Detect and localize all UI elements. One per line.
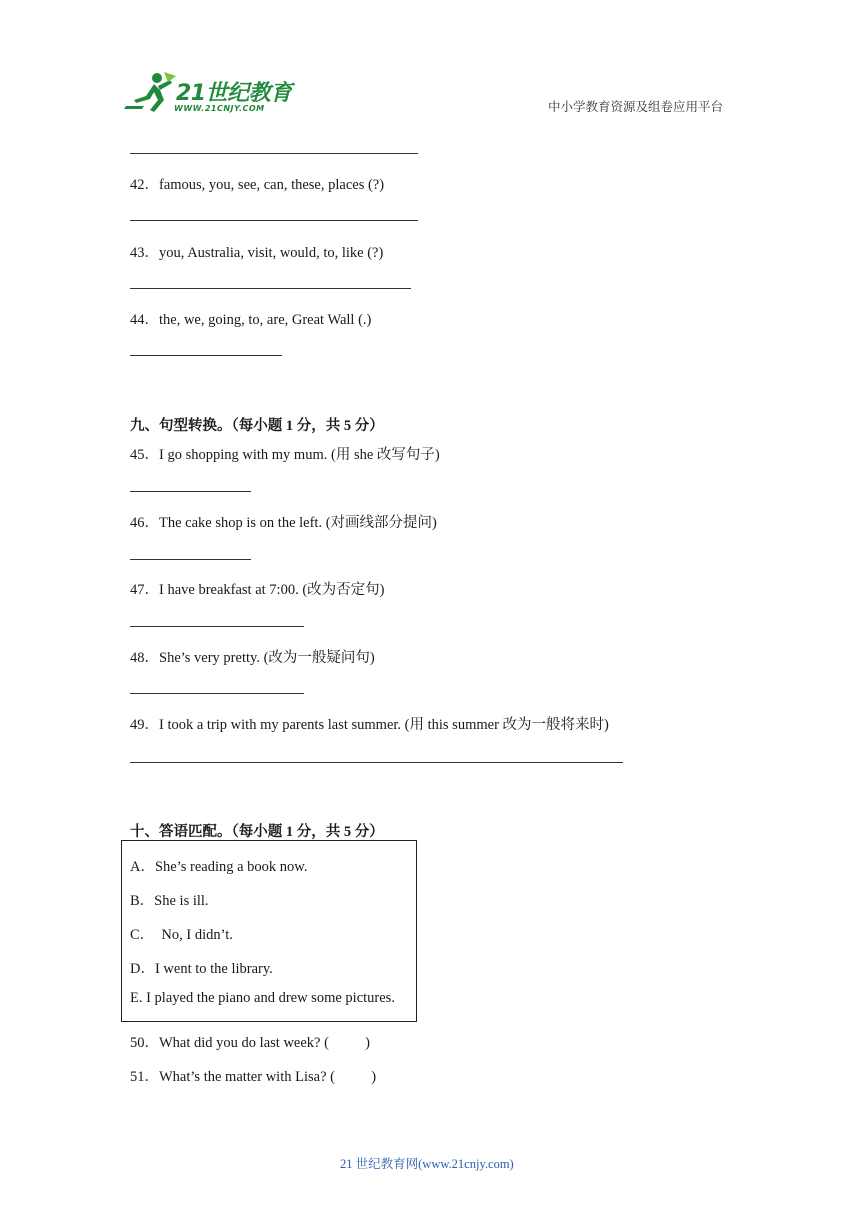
question-49: 49．I took a trip with my parents last summer. (用 this summer 改为一般将来时) xyxy=(130,717,609,733)
question-50: 50．What did you do last week? ( ) xyxy=(130,1035,371,1051)
header-platform-text: 中小学教育资源及组卷应用平台 xyxy=(548,99,724,114)
runner-logo-icon xyxy=(124,70,178,114)
question-43: 43．you, Australia, visit, would, to, like (?) xyxy=(130,245,384,261)
answer-line-45 xyxy=(130,491,251,492)
footer-text: 21 世纪教育网(www.21cnjy.com) xyxy=(340,1157,514,1171)
question-46: 46．The cake shop is on the left. (对画线部分提问) xyxy=(130,515,437,531)
question-48: 48．She’s very pretty. (改为一般疑问句) xyxy=(130,650,375,666)
question-44: 44．the, we, going, to, are, Great Wall (.) xyxy=(130,312,372,328)
question-42: 42．famous, you, see, can, these, places (?) xyxy=(130,177,385,193)
option-a: A．She’s reading a book now. xyxy=(130,859,308,875)
answer-line-44 xyxy=(130,355,282,356)
section-9-title: 九、句型转换。（每小题 1 分，共 5 分） xyxy=(130,418,384,434)
logo xyxy=(124,70,294,115)
question-47: 47．I have breakfast at 7:00. (改为否定句) xyxy=(130,582,385,598)
logo-url: WWW.21CNJY.COM xyxy=(174,104,265,113)
question-45: 45．I go shopping with my mum. (用 she 改写句子) xyxy=(130,447,440,463)
answer-line-43 xyxy=(130,288,411,289)
answer-line-48 xyxy=(130,693,304,694)
header xyxy=(0,0,860,130)
answer-line-47 xyxy=(130,626,304,627)
answer-line-49 xyxy=(130,762,623,763)
section-10-title: 十、答语匹配。（每小题 1 分，共 5 分） xyxy=(130,824,384,840)
logo-text: 21世纪教育 xyxy=(176,81,292,106)
answer-line-42 xyxy=(130,220,418,221)
option-b: B．She is ill. xyxy=(130,893,209,909)
answer-line-46 xyxy=(130,559,251,560)
option-c: C． No, I didn’t. xyxy=(130,927,233,943)
question-51: 51．What’s the matter with Lisa? ( ) xyxy=(130,1069,377,1085)
option-d: D．I went to the library. xyxy=(130,961,273,977)
option-e: E. I played the piano and drew some pictures. xyxy=(130,990,395,1006)
answer-line xyxy=(130,153,418,154)
